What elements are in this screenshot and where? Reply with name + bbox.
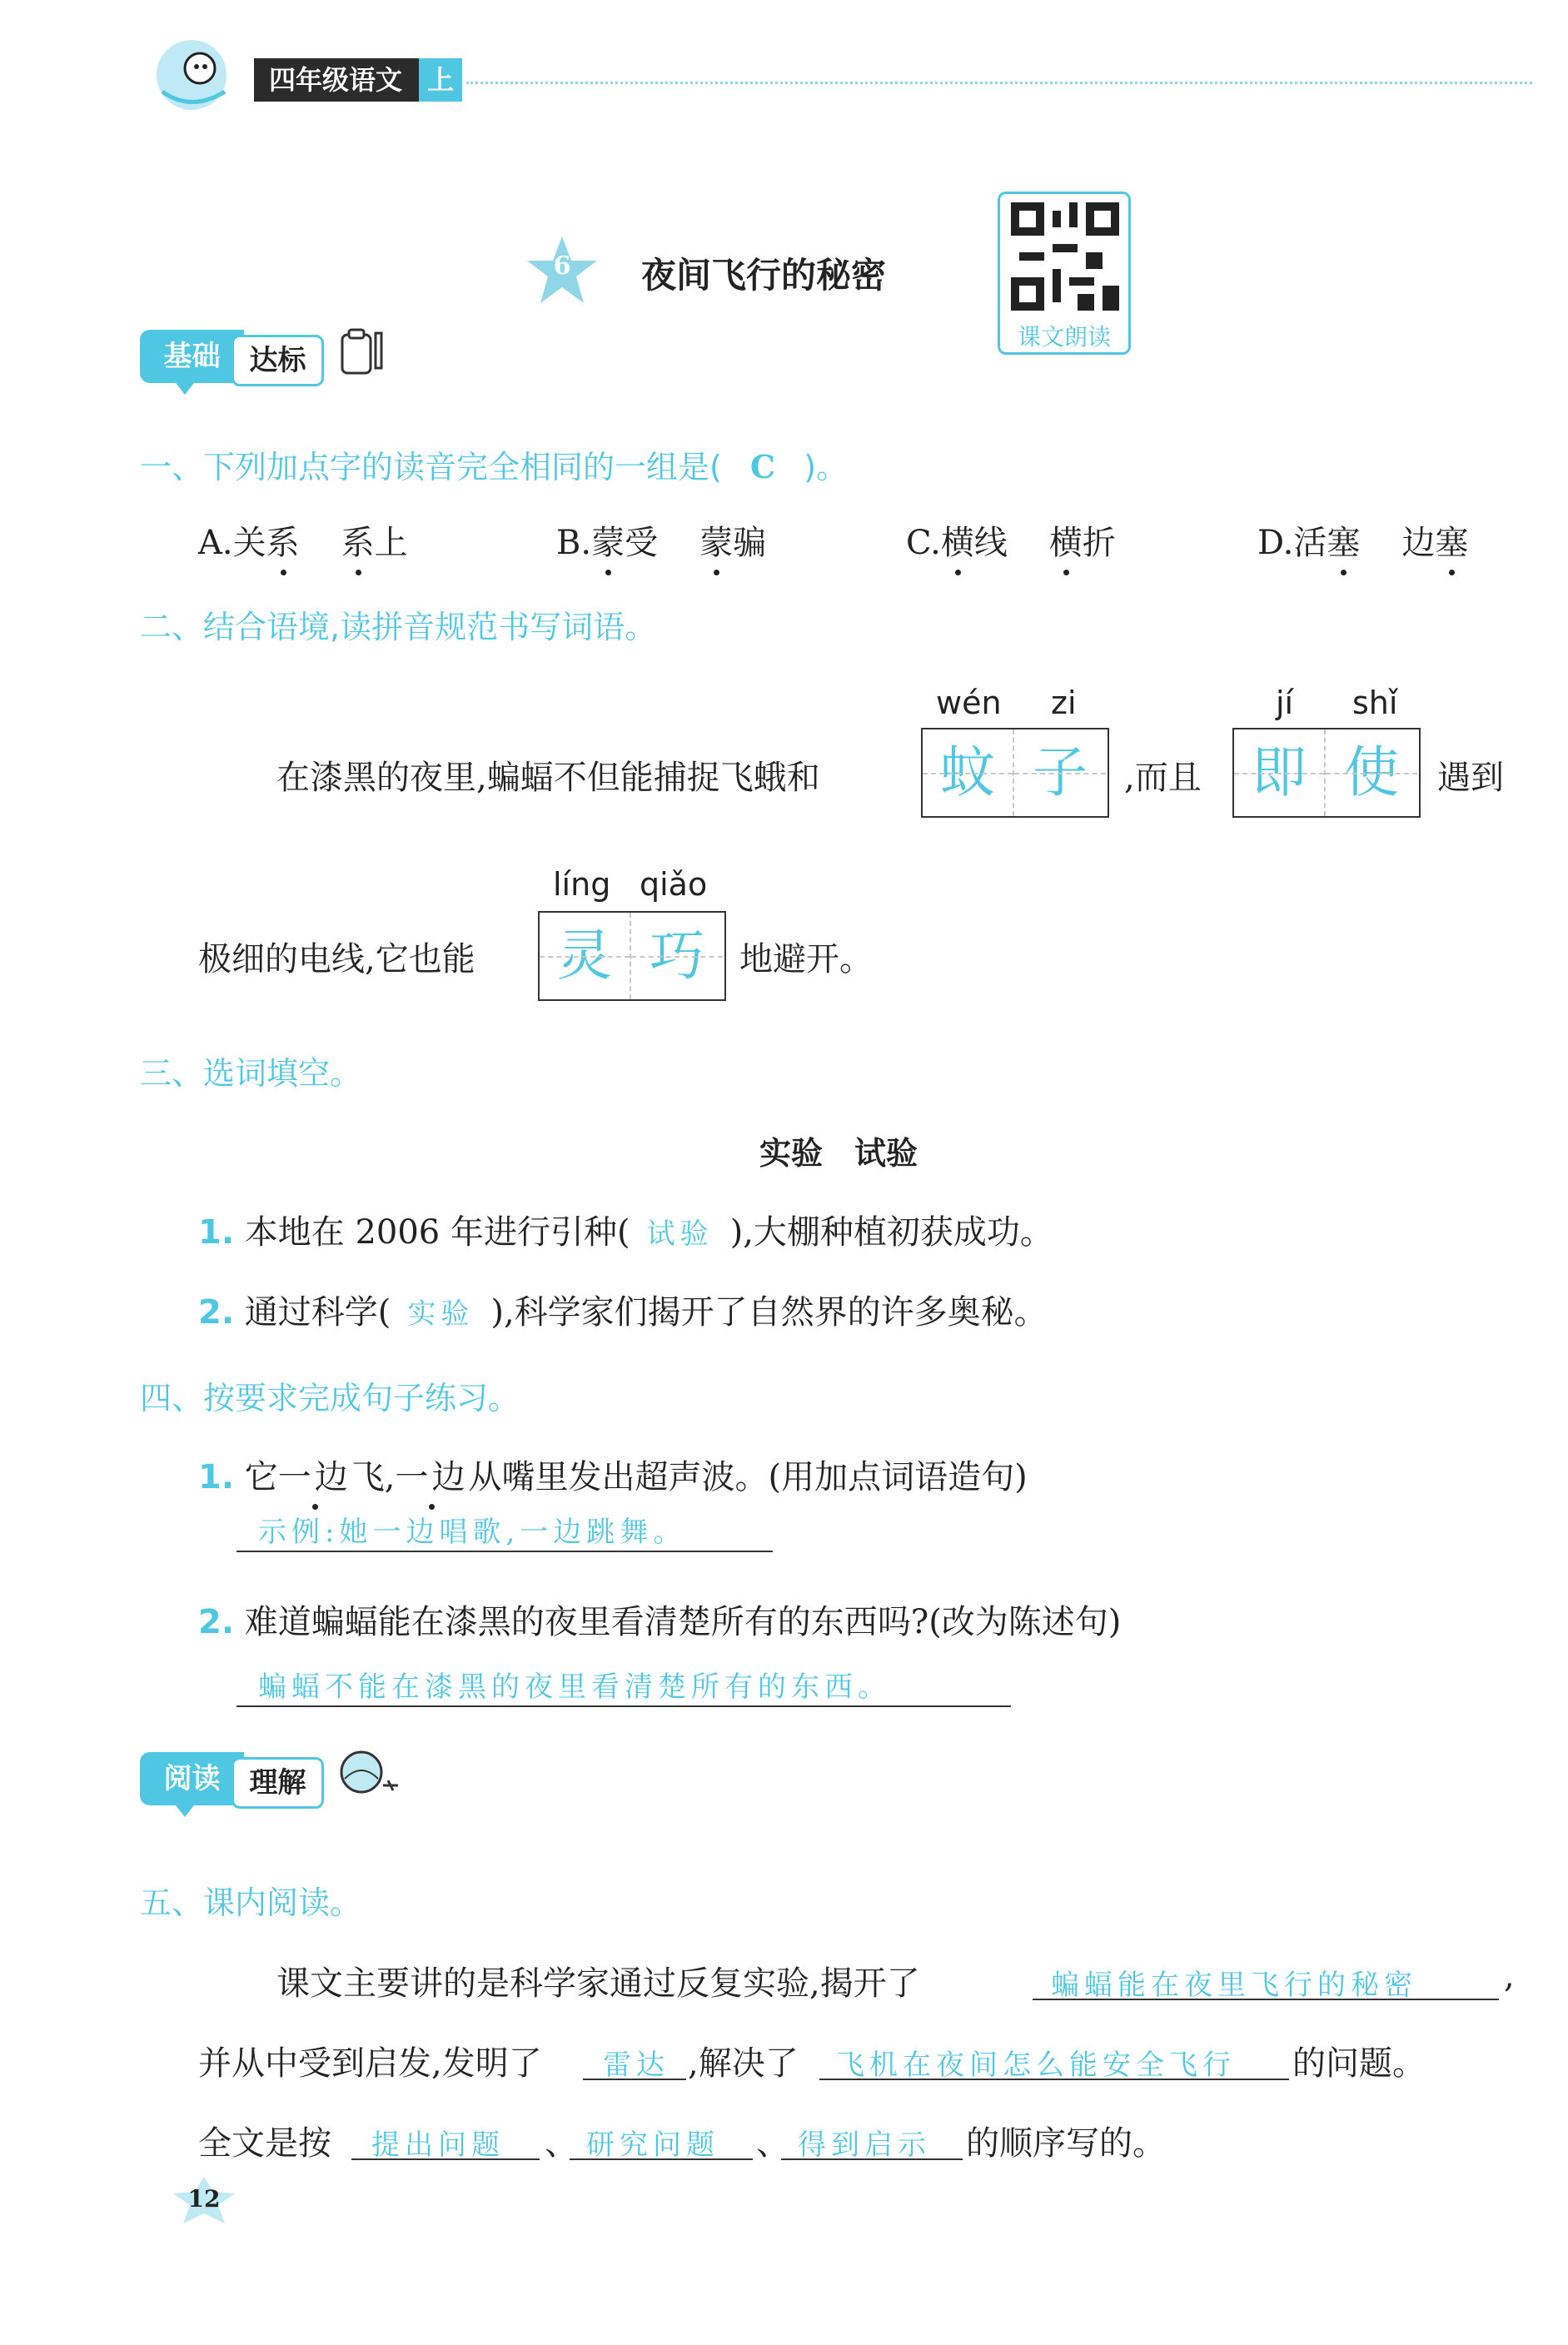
- grid-char: 使: [1326, 729, 1417, 816]
- dotted-word: 一边: [278, 1451, 351, 1498]
- answer-line: [236, 1551, 773, 1552]
- item-text: 从嘴里发出超声波。(用加点词语造句): [468, 1458, 1028, 1496]
- word-choices: 实验 试验: [759, 1135, 918, 1172]
- reading-line-2c: 的问题。: [1292, 2044, 1426, 2083]
- question-1-answer: C: [749, 448, 776, 485]
- option-a: [198, 516, 408, 564]
- option-letter: B.: [556, 524, 592, 562]
- item-number: 2.: [198, 1603, 235, 1641]
- question-3-item-2: [198, 1286, 1048, 1333]
- option-dotted-char: 塞: [1435, 516, 1468, 564]
- reading-line-1-end: ,: [1504, 1957, 1515, 1995]
- question-2-end-text: 遇到: [1437, 759, 1504, 797]
- option-char: 边: [1401, 524, 1436, 562]
- option-b: [556, 516, 766, 564]
- option-char: 上: [374, 524, 408, 562]
- reading-line-3a: 全文是按: [198, 2124, 331, 2163]
- option-dotted-char: 蒙: [699, 516, 733, 564]
- question-1-heading-text: 一、下列加点字的读音完全相同的一组是(: [140, 449, 722, 485]
- section-tab-tail: [173, 380, 197, 395]
- item-answer: 试验: [646, 1217, 714, 1251]
- option-letter: C.: [906, 524, 941, 562]
- reading-blank-1[interactable]: 蝙蝠能在夜里飞行的秘密: [1051, 1969, 1417, 2002]
- item-number: 1.: [198, 1213, 235, 1252]
- option-dotted-char: 系: [341, 516, 375, 564]
- answer-line: [819, 2079, 1289, 2080]
- reading-blank-6[interactable]: 得到启示: [798, 2128, 931, 2162]
- page-number-badge: [167, 2175, 241, 2225]
- answer-line: [583, 2079, 686, 2080]
- item-text: 它: [244, 1458, 278, 1496]
- option-char: 活: [1293, 524, 1327, 562]
- question-5-heading: 五、课内阅读。: [140, 1884, 362, 1921]
- question-4-answer-1[interactable]: 示例:她一边唱歌,一边跳舞。: [258, 1516, 687, 1549]
- reading-blank-2[interactable]: 雷达: [603, 2049, 670, 2082]
- section-tab-right: 达标: [231, 335, 324, 386]
- question-2-line1-text: 在漆黑的夜里,蝙蝠不但能捕捉飞蛾和: [276, 759, 820, 797]
- item-text-before: 通过科学(: [244, 1293, 391, 1332]
- option-char: 关: [232, 524, 266, 562]
- pinyin: líng: [553, 866, 611, 903]
- grid-char: 蚊: [923, 729, 1014, 816]
- item-text: 飞,: [351, 1458, 396, 1496]
- reading-sep-1: 、: [545, 2124, 578, 2163]
- item-text-before: 本地在 2006 年进行引种(: [244, 1213, 630, 1252]
- item-number: 2.: [198, 1293, 235, 1332]
- item-text-after: ),大棚种植初获成功。: [729, 1213, 1053, 1252]
- grid-char: 即: [1234, 729, 1326, 816]
- reading-blank-5[interactable]: 研究问题: [586, 2128, 719, 2162]
- option-letter: D.: [1257, 524, 1294, 562]
- lesson-number: 6: [553, 251, 571, 281]
- question-2-mid-text: ,而且: [1124, 759, 1202, 797]
- reading-sep-2: 、: [756, 2124, 789, 2163]
- globe-icon: [333, 1745, 403, 1809]
- question-3-heading: 三、选词填空。: [140, 1055, 362, 1092]
- header-divider: [466, 82, 1532, 84]
- reading-line-2a: 并从中受到启发,发明了: [198, 2044, 542, 2083]
- answer-line: [351, 2158, 540, 2160]
- question-2-line2-end: 地避开。: [739, 940, 873, 978]
- item-text: 难道蝙蝠能在漆黑的夜里看清楚所有的东西吗?(改为陈述句): [244, 1603, 1122, 1641]
- qr-caption: 课文朗读: [1017, 323, 1111, 351]
- option-dotted-char: 横: [941, 516, 974, 564]
- lesson-title: 夜间飞行的秘密: [641, 255, 887, 296]
- question-4-item-2: [198, 1596, 1121, 1643]
- pinyin: shǐ: [1352, 685, 1398, 721]
- section-tab-reading: [140, 1752, 331, 1819]
- pinyin: zi: [1051, 685, 1077, 721]
- reading-line-1: 课文主要讲的是科学家通过反复实验,揭开了: [276, 1964, 920, 2003]
- option-char: 骗: [733, 524, 767, 562]
- writing-grid-2[interactable]: [1232, 728, 1421, 818]
- option-dotted-char: 塞: [1327, 516, 1360, 564]
- qr-code-icon: [1011, 202, 1119, 311]
- question-2-line2-text: 极细的电线,它也能: [198, 940, 475, 978]
- reading-line-3b: 的顺序写的。: [966, 2124, 1166, 2163]
- pinyin: wén: [936, 685, 1002, 721]
- section-tab-basic: [140, 330, 331, 396]
- book-title-badge: [254, 58, 462, 102]
- reading-blank-3[interactable]: 飞机在夜间怎么能安全飞行: [836, 2049, 1236, 2082]
- answer-line: [781, 2158, 963, 2160]
- grid-char: 灵: [540, 913, 631, 999]
- section-tab-left: 基础: [140, 330, 244, 383]
- question-1-options: [198, 516, 1531, 566]
- question-4-item-1: [198, 1451, 1028, 1498]
- option-dotted-char: 横: [1049, 516, 1083, 564]
- question-4-heading: 四、按要求完成句子练习。: [140, 1380, 520, 1416]
- question-1-heading: [140, 441, 848, 487]
- grid-char: 巧: [631, 913, 723, 999]
- item-number: 1.: [198, 1458, 235, 1496]
- option-char: 受: [625, 524, 659, 562]
- item-text-after: ),科学家们揭开了自然界的许多奥秘。: [490, 1293, 1048, 1332]
- reading-line-2b: ,解决了: [688, 2044, 799, 2083]
- pinyin: jí: [1276, 685, 1294, 721]
- option-dotted-char: 系: [266, 516, 300, 564]
- qr-code[interactable]: [998, 192, 1131, 355]
- dotted-word: 一边: [395, 1451, 468, 1498]
- question-4-answer-2[interactable]: 蝙蝠不能在漆黑的夜里看清楚所有的东西。: [258, 1670, 891, 1704]
- option-char: 线: [973, 524, 1008, 562]
- option-char: 折: [1082, 524, 1116, 562]
- answer-line: [570, 2158, 753, 2160]
- item-answer: 实验: [407, 1297, 475, 1331]
- mascot-logo: [142, 33, 241, 117]
- clipboard-icon: [337, 326, 387, 383]
- section-tab-left: 阅读: [140, 1752, 244, 1805]
- option-d: [1257, 516, 1468, 564]
- reading-blank-4[interactable]: 提出问题: [371, 2128, 505, 2162]
- answer-line: [1033, 1999, 1499, 2000]
- answer-line: [236, 1705, 1011, 1707]
- pinyin: qiǎo: [640, 866, 708, 903]
- page-number: 12: [187, 2185, 221, 2213]
- section-tab-right: 理解: [231, 1757, 324, 1809]
- book-title: 四年级语文: [269, 64, 403, 96]
- writing-grid-3[interactable]: [538, 911, 726, 1001]
- question-1-heading-end: )。: [804, 449, 849, 485]
- option-dotted-char: 蒙: [591, 516, 625, 564]
- question-3-item-1: [198, 1206, 1053, 1253]
- section-tab-tail: [173, 1802, 197, 1817]
- writing-grid-1[interactable]: [921, 728, 1109, 818]
- lesson-number-star: [525, 233, 600, 308]
- question-2-heading: 二、结合语境,读拼音规范书写词语。: [140, 609, 657, 645]
- option-c: [906, 516, 1116, 564]
- option-letter: A.: [198, 524, 233, 562]
- volume-label: 上: [419, 58, 462, 102]
- grid-char: 子: [1014, 729, 1106, 816]
